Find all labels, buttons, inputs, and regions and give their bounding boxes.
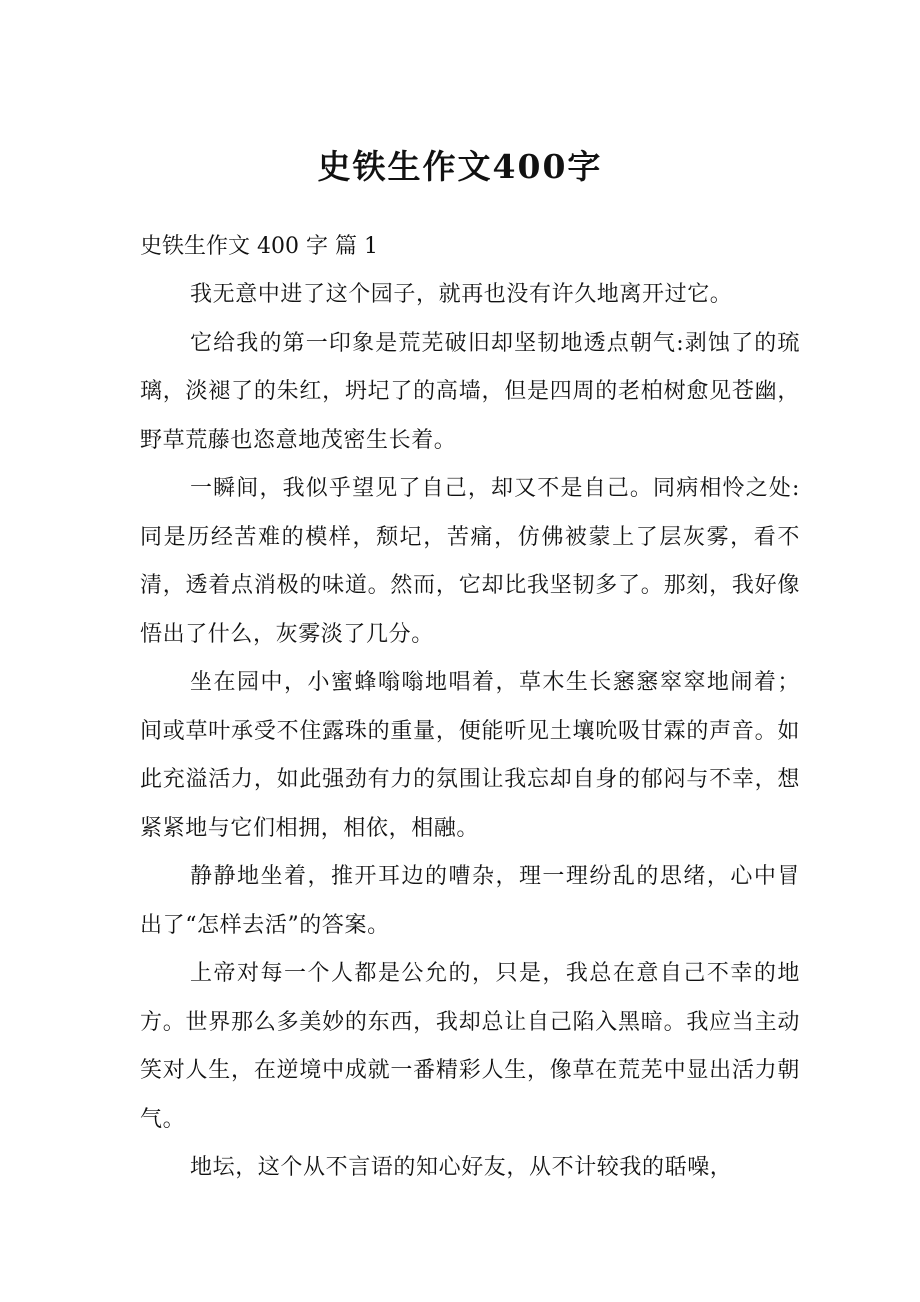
paragraph: 地坛，这个从不言语的知心好友，从不计较我的聒噪， <box>190 1155 733 1180</box>
section-heading: 史铁生作文 400 字 篇 1 <box>140 234 378 259</box>
paragraph: 我无意中进了这个园子，就再也没有许久地离开过它。 <box>190 282 733 307</box>
paragraph: 一瞬间，我似乎望见了自己，却又不是自己。同病相怜之处:同是历经苦难的模样，颓圮，苦痛，仿佛被蒙上了层灰雾，看不清，透着点消极的味道。然而，它却比我坚韧多了。那刻，我好像悟出了什么，灰雾淡了几分。 <box>140 476 800 647</box>
paragraph: 它给我的第一印象是荒芜破旧却坚韧地透点朝气:剥蚀了的琉璃，淡褪了的朱红，坍圮了的高墙，但是四周的老柏树愈见苍幽，野草荒藤也恣意地茂密生长着。 <box>140 330 800 453</box>
paragraph: 坐在园中，小蜜蜂嗡嗡地唱着，草木生长窸窸窣窣地闹着；间或草叶承受不住露珠的重量，便能听见土壤吮吸甘霖的声音。如此充溢活力，如此强劲有力的氛围让我忘却自身的郁闷与不幸，想紧紧地与它们相拥，相依，相融。 <box>140 670 800 841</box>
document-title: 史铁生作文400字 <box>317 147 603 186</box>
paragraph: 上帝对每一个人都是公允的，只是，我总在意自己不幸的地方。世界那么多美妙的东西，我却总让自己陷入黑暗。我应当主动笑对人生，在逆境中成就一番精彩人生，像草在荒芜中显出活力朝气。 <box>140 961 800 1132</box>
article-body <box>140 271 800 1193</box>
paragraph: 静静地坐着，推开耳边的嘈杂，理一理纷乱的思绪，心中冒出了“怎样去活”的答案。 <box>140 864 800 938</box>
